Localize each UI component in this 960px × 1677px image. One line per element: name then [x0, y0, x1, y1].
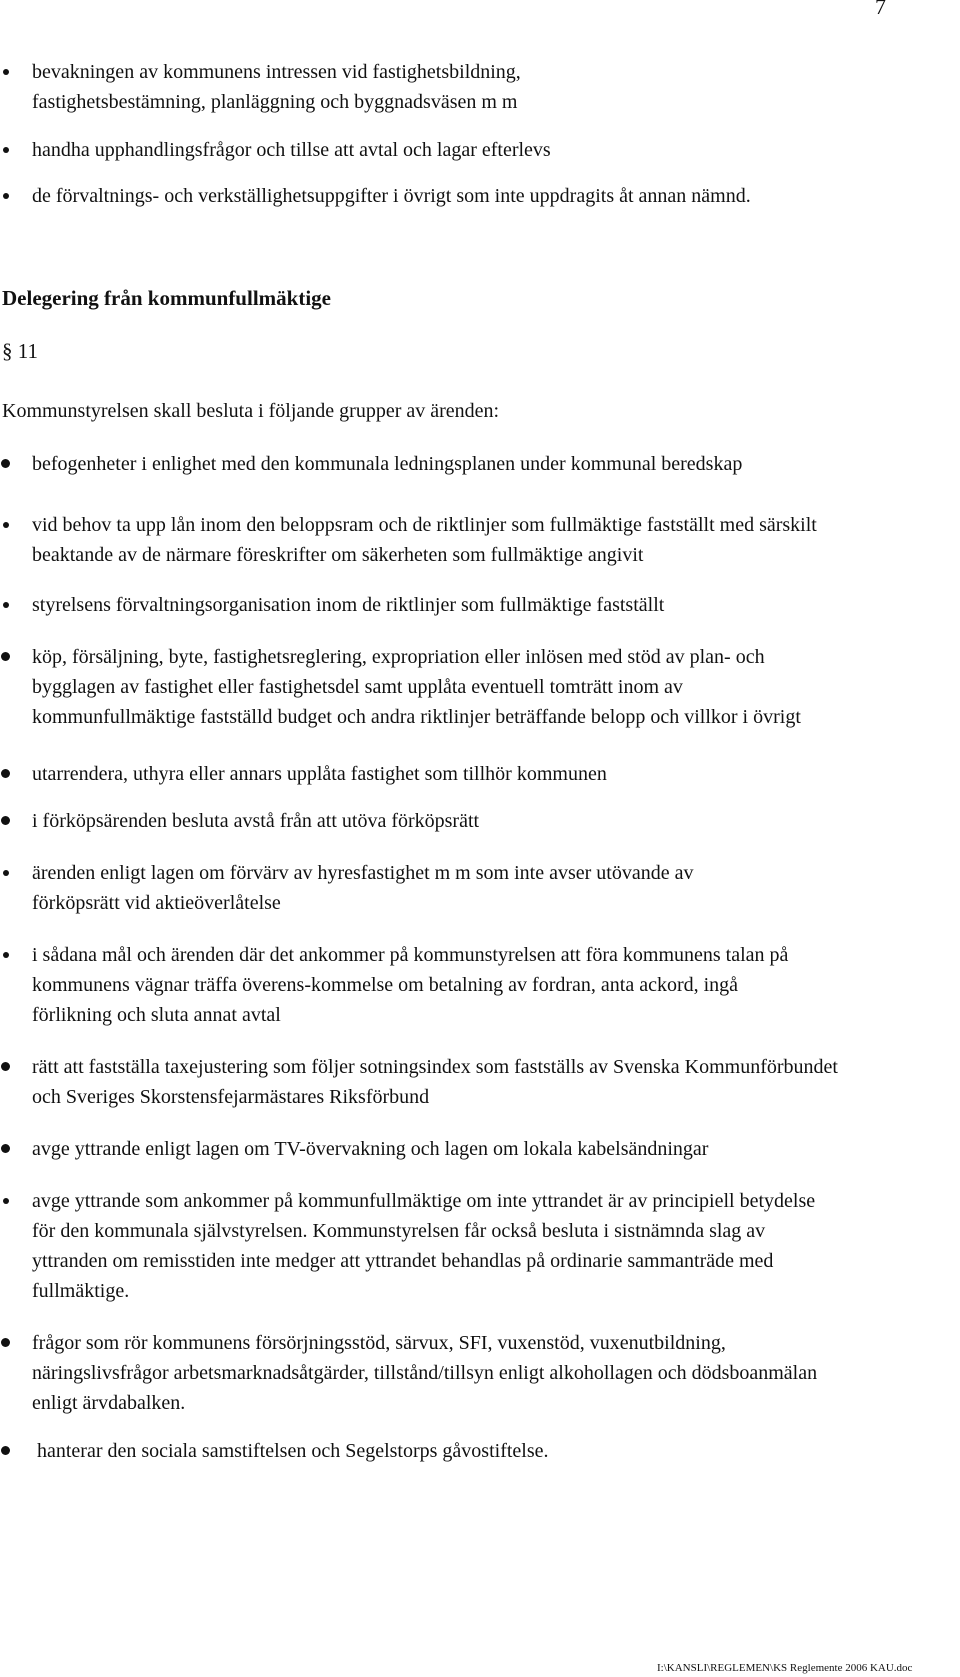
- list-item: [0, 590, 900, 620]
- bullet-icon: [0, 642, 32, 732]
- bullet-icon: [0, 510, 32, 570]
- bullet-icon: [0, 1052, 32, 1112]
- bullet-icon: [0, 940, 32, 1030]
- list-item: [0, 1436, 900, 1466]
- list-item-text: hanterar den sociala samstiftelsen och Segelstorps gåvostiftelse.: [32, 1440, 549, 1462]
- bullet-icon: [0, 1436, 32, 1466]
- list-item-text: de förvaltnings- och verkställighetsuppgifter i övrigt som inte uppdragits åt annan nämnd.: [32, 185, 751, 207]
- list-item-text: i sådana mål och ärenden där det ankommer på kommunstyrelsen att föra kommunens talan på kommunens vägnar träffa överens-kommelse om betalning av fordran, anta ackord, ingå förlikning och sluta annat avtal: [32, 944, 789, 1026]
- bullet-icon: [0, 135, 32, 165]
- list-item: [0, 806, 900, 836]
- list-item-text: ärenden enligt lagen om förvärv av hyresfastighet m m som inte avser utövande av förköpsrätt vid aktieöverlåtelse: [32, 862, 694, 914]
- bullet-icon: [0, 858, 32, 918]
- list-item-text: styrelsens förvaltningsorganisation inom de riktlinjer som fullmäktige fastställt: [32, 594, 665, 616]
- list-item: [0, 1052, 900, 1112]
- list-item-text: avge yttrande som ankommer på kommunfullmäktige om inte yttrandet är av principiell betydelse för den kommunala självstyrelsen. Kommunstyrelsen får också besluta i sistnämnda slag av yttranden om remisstiden inte medger att yttrandet behandlas på ordinarie sammanträde med fullmäktige.: [32, 1190, 816, 1302]
- intro-text: Kommunstyrelsen skall besluta i följande grupper av ärenden:: [2, 400, 500, 422]
- file-path-footer: I:\KANSLI\REGLEMEN\KS Reglemente 2006 KAU.doc: [657, 1662, 913, 1674]
- list-item: [0, 1328, 900, 1418]
- bullet-icon: [0, 1328, 32, 1418]
- section-heading: Delegering från kommunfullmäktige: [2, 286, 331, 310]
- list-item: [0, 57, 900, 117]
- bullet-icon: [0, 1134, 32, 1164]
- list-item: [0, 1134, 900, 1164]
- list-item-text: köp, försäljning, byte, fastighetsreglering, expropriation eller inlösen med stöd av plan- och bygglagen av fastighet eller fastighetsdel samt upplåta eventuell tomträtt inom av kommunfullmäktige fastställd budget och andra riktlinjer beträffande belopp och villkor i övrigt: [32, 646, 801, 728]
- list-item-text: utarrendera, uthyra eller annars upplåta fastighet som tillhör kommunen: [32, 763, 607, 785]
- list-item-text: handha upphandlingsfrågor och tillse att avtal och lagar efterlevs: [32, 139, 551, 161]
- list-item: [0, 940, 900, 1030]
- list-item: [0, 449, 900, 479]
- list-item-text: i förköpsärenden besluta avstå från att utöva förköpsrätt: [32, 810, 480, 832]
- top-list: [0, 57, 900, 211]
- list-item-text: frågor som rör kommunens försörjningsstöd, särvux, SFI, vuxenstöd, vuxenutbildning, näringslivsfrågor arbetsmarknadsåtgärder, tillstånd/tillsyn enligt alkohollagen och dödsboanmälan enligt ärvdabalken.: [32, 1332, 818, 1414]
- list-item: [0, 858, 900, 918]
- bullet-icon: [0, 759, 32, 789]
- bullet-icon: [0, 57, 32, 117]
- paragraph-number: § 11: [2, 339, 38, 363]
- list-item-text: rätt att fastställa taxejustering som följer sotningsindex som fastställs av Svenska Kommunförbundet och Sveriges Skorstensfejarmästares Riksförbund: [32, 1056, 838, 1108]
- list-item: [0, 181, 900, 211]
- bullet-icon: [0, 1186, 32, 1306]
- list-item-text: befogenheter i enlighet med den kommunala ledningsplanen under kommunal beredskap: [32, 453, 743, 475]
- list-item-text: vid behov ta upp lån inom den beloppsram och de riktlinjer som fullmäktige fastställt med särskilt beaktande av de närmare föreskrifter om säkerheten som fullmäktige angivit: [32, 514, 817, 566]
- page-number: 7: [875, 0, 886, 19]
- list-item-text: bevakningen av kommunens intressen vid fastighetsbildning, fastighetsbestämning, planläggning och byggnadsväsen m m: [32, 61, 521, 113]
- list-item: [0, 135, 900, 165]
- list-item: [0, 510, 900, 570]
- list-item: [0, 1186, 900, 1306]
- bullet-icon: [0, 806, 32, 836]
- bullet-icon: [0, 449, 32, 479]
- bullet-icon: [0, 590, 32, 620]
- list-item: [0, 642, 900, 732]
- list-item-text: avge yttrande enligt lagen om TV-övervakning och lagen om lokala kabelsändningar: [32, 1138, 709, 1160]
- delegation-list: [0, 449, 900, 1466]
- list-item: [0, 759, 900, 789]
- bullet-icon: [0, 181, 32, 211]
